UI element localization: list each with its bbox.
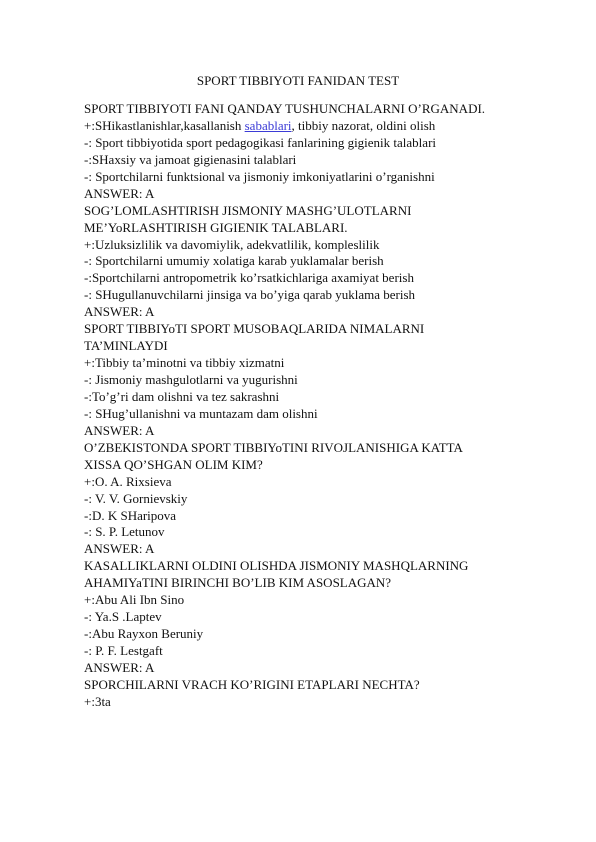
answer-option-line: -: SHugullanuvchilarni jinsiga va bo’yiga qarab yuklama berish <box>84 287 416 303</box>
question-line: SPORT TIBBIYOTI FANI QANDAY TUSHUNCHALARNI O’RGANADI. <box>84 101 486 116</box>
document-body <box>84 101 524 711</box>
question-line: SPORCHILARNI VRACH KO’RIGINI ETAPLARI NECHTA? <box>84 676 420 692</box>
question-line: SOG’LOMLASHTIRISH JISMONIY MASHG’ULOTLARNI <box>84 202 412 218</box>
question-line: KASALLIKLARNI OLDINI OLISHDA JISMONIY MASHQLARNING <box>84 558 469 574</box>
question-line: SPORT TIBBIYoTI SPORT MUSOBAQLARIDA NIMALARNI <box>84 321 425 337</box>
answer-option-line: -: V. V. Gornievskiy <box>84 490 188 506</box>
answer-key-line: ANSWER: A <box>84 422 155 438</box>
answer-option-line: -:SHaxsiy va jamoat gigienasini talablari <box>84 151 297 167</box>
answer-option-line: -: Ya.S .Laptev <box>84 609 162 625</box>
answer-option-line: -: S. P. Letunov <box>84 524 165 540</box>
answer-key-line: ANSWER: A <box>84 659 155 675</box>
answer-option-line: +:O. A. Rixsieva <box>84 473 172 489</box>
answer-option-line: -:To’g’ri dam olishni va tez sakrashni <box>84 388 280 404</box>
answer-option-line: +:Abu Ali Ibn Sino <box>84 592 185 608</box>
answer-key-line: ANSWER: A <box>84 304 155 320</box>
answer-option-line: -:D. K SHaripova <box>84 507 177 523</box>
answer-key-line: ANSWER: A <box>84 541 155 557</box>
answer-option-line: +:Tibbiy ta’minotni va tibbiy xizmatni <box>84 355 285 371</box>
answer-option-line: +:3ta <box>84 693 111 709</box>
answer-option-line <box>84 118 524 135</box>
answer-option-line: -: Sportchilarni umumiy xolatiga karab yuklamalar berish <box>84 253 384 269</box>
answer-option-line: -: Jismoniy mashgulotlarni va yugurishni <box>84 372 298 387</box>
question-line: TA’MINLAYDI <box>84 338 168 354</box>
sababLari-link[interactable]: sabablari <box>244 117 292 133</box>
question-line: ME’YoRLASHTIRISH GIGIENIK TALABLARI. <box>84 219 348 235</box>
answer-option-line: -: Sport tibbiyotida sport pedagogikasi fanlarining gigienik talablari <box>84 134 437 150</box>
question-line: O’ZBEKISTONDA SPORT TIBBIYoTINI RIVOJLANISHIGA KATTA <box>84 439 463 455</box>
answer-option-line: -: P. F. Lestgaft <box>84 643 163 658</box>
answer-option-line: +:Uzluksizlilik va davomiylik, adekvatlilik, kompleslilik <box>84 236 380 252</box>
answer-key-line: ANSWER: A <box>84 185 155 201</box>
answer-option-line: -:Abu Rayxon Beruniy <box>84 626 204 642</box>
answer-text-after-link: , tibbiy nazorat, oldini olish <box>291 117 436 133</box>
answer-option-line: -: Sportchilarni funktsional va jismoniy imkoniyatlarini o’rganishni <box>84 168 435 184</box>
answer-text-before-link: +:SHikastlanishlar,kasallanish <box>84 117 245 133</box>
question-line: XISSA QO’SHGAN OLIM KIM? <box>84 456 263 472</box>
question-line: AHAMIYaTINI BIRINCHI BO’LIB KIM ASOSLAGAN? <box>84 575 392 591</box>
answer-option-line: -: SHug’ullanishni va muntazam dam olishni <box>84 405 318 421</box>
answer-option-line: -:Sportchilarni antropometrik ko’rsatkichlariga axamiyat berish <box>84 270 414 286</box>
document-title: SPORT TIBBIYOTI FANIDAN TEST <box>196 73 400 88</box>
